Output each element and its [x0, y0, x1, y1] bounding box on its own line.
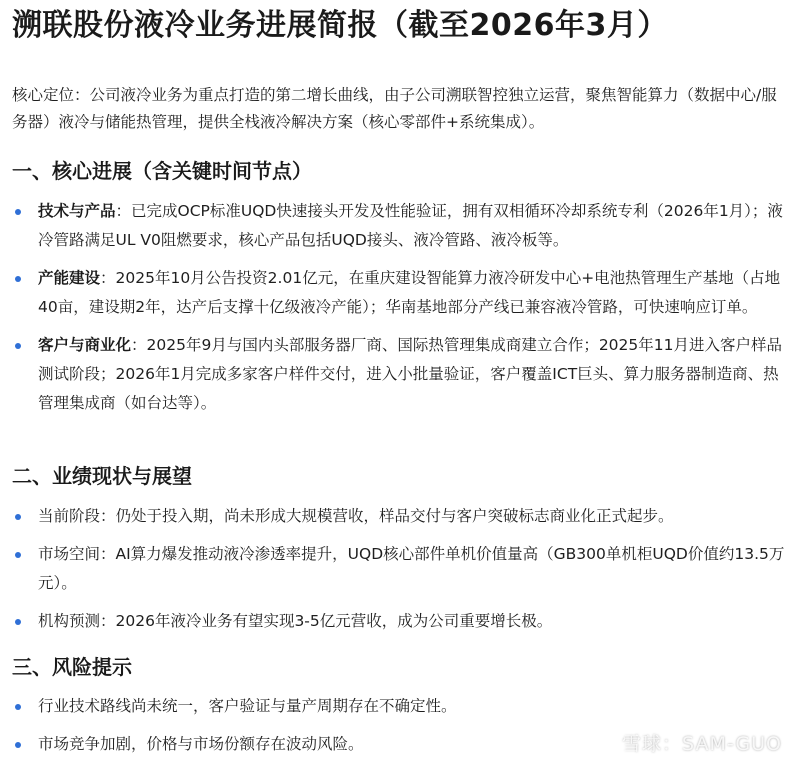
item-label: 客户与商业化 [38, 336, 132, 354]
list-item [12, 692, 792, 721]
section-list-core-progress [12, 197, 792, 418]
section-heading-core-progress: 一、核心进展（含关键时间节点） [12, 159, 312, 183]
intro-paragraph: 核心定位：公司液冷业务为重点打造的第二增长曲线，由子公司溯联智控独立运营，聚焦智能算力（数据中心/服务器）液冷与储能热管理，提供全栈液冷解决方案（核心零部件+系统集成）。 [12, 86, 777, 131]
section-heading-performance: 二、业绩现状与展望 [12, 464, 192, 488]
section-heading-risks: 三、风险提示 [12, 655, 132, 679]
item-text: ：2025年9月与国内头部服务器厂商、国际热管理集成商建立合作；2025年11月进入客户样品测试阶段；2026年1月完成多家客户样件交付，进入小批量验证，客户覆盖ICT巨头、算力服务器制造商、热管理集成商（如台达等）。 [38, 336, 782, 412]
item-text: ：2025年10月公告投资2.01亿元，在重庆建设智能算力液冷研发中心+电池热管理生产基地（占地40亩，建设期2年，达产后支撑十亿级液冷产能）；华南基地部分产线已兼容液冷管路，可快速响应订单。 [38, 269, 781, 316]
item-text: ：已完成OCP标准UQD快速接头开发及性能验证，拥有双相循环冷却系统专利（2026年1月）；液冷管路满足UL V0阻燃要求，核心产品包括UQD接头、液冷管路、液冷板等。 [38, 202, 783, 249]
item-text: 当前阶段：仍处于投入期，尚未形成大规模营收，样品交付与客户突破标志商业化正式起步。 [38, 507, 674, 525]
item-label: 技术与产品 [38, 202, 116, 220]
bullet-dot-icon [15, 704, 21, 710]
list-item [12, 607, 792, 636]
list-item [12, 264, 792, 322]
bullet-dot-icon [15, 209, 21, 215]
item-text: 市场空间：AI算力爆发推动液冷渗透率提升，UQD核心部件单机价值量高（GB300单机柜UQD价值约13.5万元）。 [38, 545, 785, 592]
item-label: 产能建设 [38, 269, 101, 287]
list-item [12, 331, 792, 418]
bullet-dot-icon [15, 742, 21, 748]
item-text: 市场竞争加剧，价格与市场份额存在波动风险。 [38, 735, 364, 753]
list-item [12, 502, 792, 531]
bullet-dot-icon [15, 276, 21, 282]
bullet-dot-icon [15, 619, 21, 625]
bullet-dot-icon [15, 552, 21, 558]
section-list-performance [12, 502, 792, 636]
item-text: 行业技术路线尚未统一，客户验证与量产周期存在不确定性。 [38, 697, 457, 715]
bullet-dot-icon [15, 514, 21, 520]
list-item [12, 540, 792, 598]
watermark: 雪球：SAM-GUO [622, 733, 782, 755]
bullet-dot-icon [15, 343, 21, 349]
document-title: 溯联股份液冷业务进展简报（截至2026年3月） [12, 8, 668, 43]
list-item [12, 197, 792, 255]
item-text: 机构预测：2026年液冷业务有望实现3-5亿元营收，成为公司重要增长极。 [38, 612, 553, 630]
